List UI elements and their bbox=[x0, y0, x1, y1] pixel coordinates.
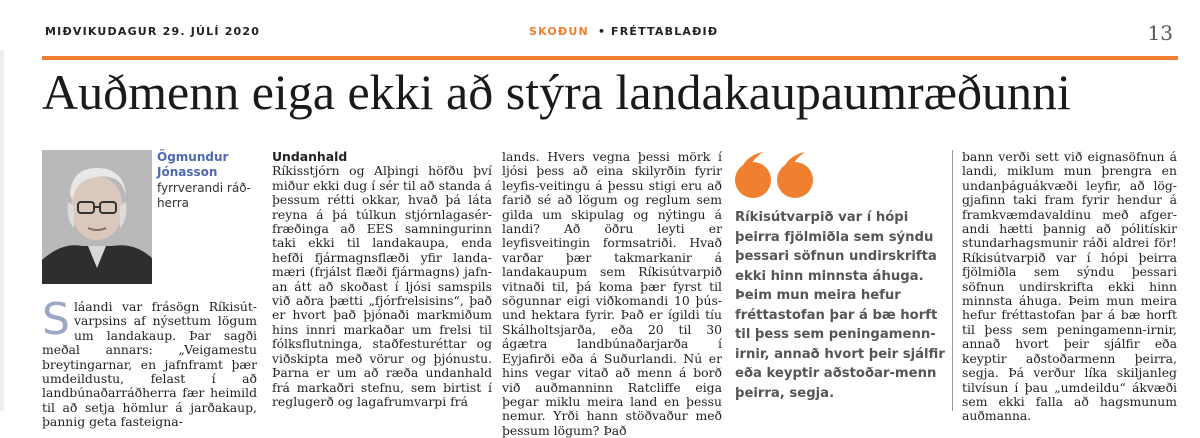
author-name: Ögmundur Jónasson bbox=[157, 150, 229, 179]
page-number: 13 bbox=[1147, 21, 1173, 45]
column-1-text: láandi var frásögn Ríkisút-varpsins af nýsettum lögum um landakaup. Þar sagði meðal annars: „Veigamestu breytingarnar, en jafnframt þær umdeildustu, felast í að landbúnaðarráðherra fær heimild til að setja hömlur á jarðakaup, þannig geta fasteigna- bbox=[42, 299, 257, 430]
section-label: SKOÐUN bbox=[529, 25, 589, 38]
drop-cap: S bbox=[42, 294, 70, 345]
headline: Auðmenn eiga ekki að stýra landakaupaumræðunni bbox=[42, 64, 1071, 120]
quote-marks-icon bbox=[733, 150, 823, 202]
author-photo bbox=[42, 150, 152, 284]
accent-rule bbox=[42, 56, 1178, 60]
issue-date: MIÐVIKUDAGUR 29. JÚLÍ 2020 bbox=[45, 25, 261, 38]
page-edge-shadow bbox=[0, 50, 4, 411]
pull-quote: Ríkisútvarpið var í hópi þeirra fjölmiðla sem sýndu þessari söfnun undirskrifta ekki hinn minnsta áhuga. Þeim mun meira hefur fréttastofan þar á bæ horft til þess sem peningamenn-irnir, annað hvort þeir sjálfir eða keyptir aðstoðar-menn þeirra, segja. bbox=[735, 210, 945, 401]
article-column-2 bbox=[272, 150, 492, 411]
separator-bullet: • bbox=[598, 25, 606, 38]
newspaper-name: FRÉTTABLAÐIÐ bbox=[611, 25, 719, 38]
column-divider bbox=[952, 150, 953, 411]
column-3-text: lands. Hvers vegna þessi mörk í ljósi þess að eina skilyrðin fyrir leyfis-veitingu á þessu stigi eru að farið sé að lögum og reglum sem gilda um skipulag og nýtingu á landi? Að öðru leyti er leyfisveitingin formsatriði. Hvað varðar þær takmarkanir á landakaupum sem Ríkisútvarpið vitnaði til, þá koma þær fyrst til sögunnar eigi viðkomandi 10 þús-und hektara fyrir. Það er ígildi tíu Skálholtsjarða, eða 20 til 30 ágætra landbúnaðarjarða í Eyjafirði eða á Suðurlandi. Nú er hins vegar vitað að menn á borð við auðmanninn Ratcliffe eiga þegar miklu meira land en þessu nemur. Yrði hann stöðvaður með þessum lögum? Það bbox=[502, 149, 722, 438]
column-5-text: bann verði sett við eignasöfnun á landi, miklum mun þrengra en undanþáguákvæði leyfir, að lög-gjafinn taki fram fyrir hendur á framkvæmdavaldinu með afger-andi hætti þannig að pólitískir stundarhagsmunir ráði aldrei för! Ríkisútvarpið var í hópi þeirra fjölmiðla sem sýndu þessari söfnun undirskrifta ekki hinn minnsta áhuga. Þeim mun meira hefur fréttastofan þar á bæ horft til þess sem peningamenn-irnir, annað hvort þeir sjálfir eða keyptir aðstoðarmenn þeirra, segja. Þá verður líka skiljanleg tilvísun í þau „umdeildu“ ákvæði sem ekki falla að hagsmunum auðmanna. bbox=[962, 149, 1177, 424]
portrait-illustration bbox=[42, 150, 152, 284]
subheading: Undanhald bbox=[272, 149, 348, 164]
article-column-3 bbox=[502, 149, 722, 438]
article-column-5 bbox=[962, 149, 1177, 424]
author-role: fyrrverandi ráð-herra bbox=[157, 181, 251, 210]
column-2-text: Ríkisstjórn og Alþingi höfðu því miður ekki dug í sér til að standa á þessum rétti okkar, hvað þá láta reyna á þá túlkun stjórnlagasér-fræðinga að EES samningurinn taki ekki til landakaupa, enda hefði fjármagnsflæði yfir landa-mæri (frjálst flæði fjármagns) jafn-an átt að skoðast í ljósi samspils við aðra þætti „fjórfrelsisins“, það er hvort það þjónaði markmiðum hins innri markaðar um frelsi til fólksflutninga, staðfesturéttar og viðskipta með vörur og þjónustu. Þarna er um að ræða undanhald frá markaðri stefnu, sem birtist í reglugerð og lagafrumvarpi frá bbox=[272, 163, 492, 409]
article-column-1 bbox=[42, 294, 257, 430]
masthead bbox=[45, 21, 1175, 45]
